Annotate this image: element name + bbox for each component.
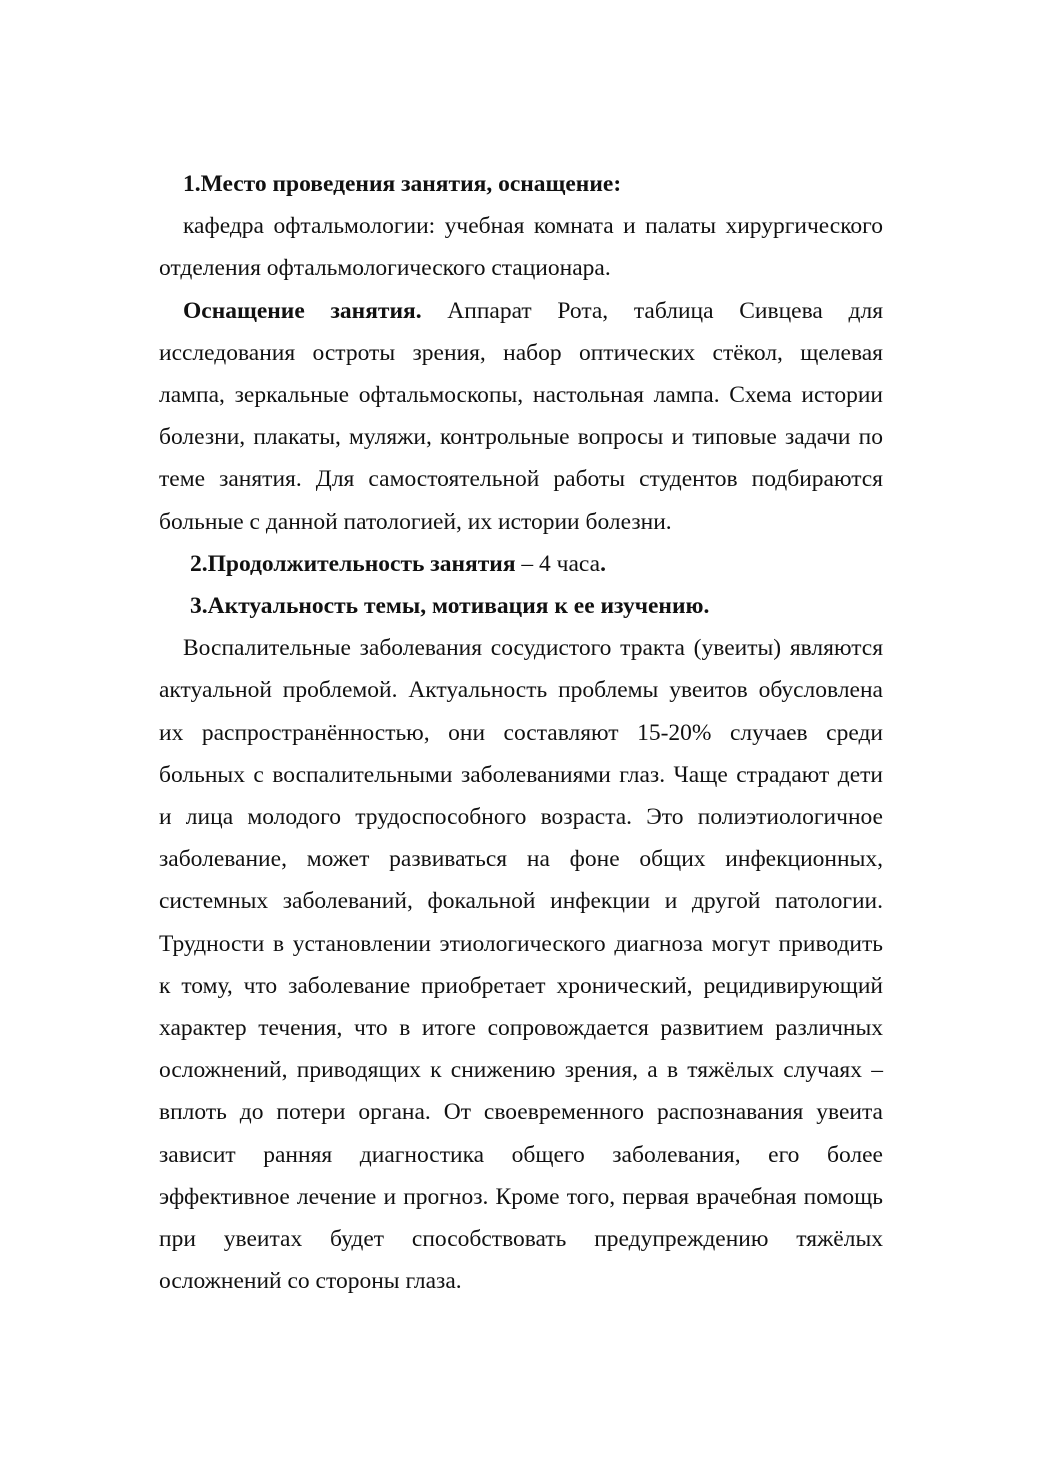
equipment-label: Оснащение занятия. <box>183 297 422 324</box>
section-1-heading: 1.Место проведения занятия, оснащение: <box>183 171 622 197</box>
duration-paragraph <box>159 543 883 585</box>
duration-label: 2.Продолжительность занятия <box>190 550 516 577</box>
location-paragraph: кафедра офтальмологии: учебная комната и палаты хирургического отделения офтальмологического стационара. <box>159 213 883 282</box>
equipment-text: Аппарат Рота, таблица Сивцева для исследования остроты зрения, набор оптических стёкол, щелевая лампа, зеркальные офтальмоскопы, настольная лампа. Схема истории болезни, плакаты, муляжи, контрольные вопросы и типовые задачи по теме занятия. Для самостоятельной работы студентов подбираются больные с данной патологией, их истории болезни. <box>159 297 883 535</box>
section-3-heading: 3.Актуальность темы, мотивация к ее изучению. <box>190 593 710 620</box>
duration-end: . <box>600 550 606 577</box>
duration-value: – 4 часа <box>515 550 601 577</box>
equipment-paragraph <box>159 290 883 543</box>
document-body <box>159 163 883 1302</box>
relevance-paragraph: Воспалительные заболевания сосудистого тракта (увеиты) являются актуальной проблемой. Актуальность проблемы увеитов обусловлена их распространённостью, они составляют 15-20% случаев среди больных с воспалительными заболеваниями глаз. Чаще страдают дети и лица молодого трудоспособного возраста. Это полиэтиологичное заболевание, может развиваться на фоне общих инфекционных, системных заболеваний, фокальной инфекции и другой патологии. Трудности в установлении этиологического диагноза могут приводить к тому, что заболевание приобретает хронический, рецидивирующий характер течения, что в итоге сопровождается развитием различных осложнений, приводящих к снижению зрения, а в тяжёлых случаях – вплоть до потери органа. От своевременного распознавания увеита зависит ранняя диагностика общего заболевания, его более эффективное лечение и прогноз. Кроме того, первая врачебная помощь при увеитах будет способствовать предупреждению тяжёлых осложнений со стороны глаза. <box>159 635 883 1295</box>
